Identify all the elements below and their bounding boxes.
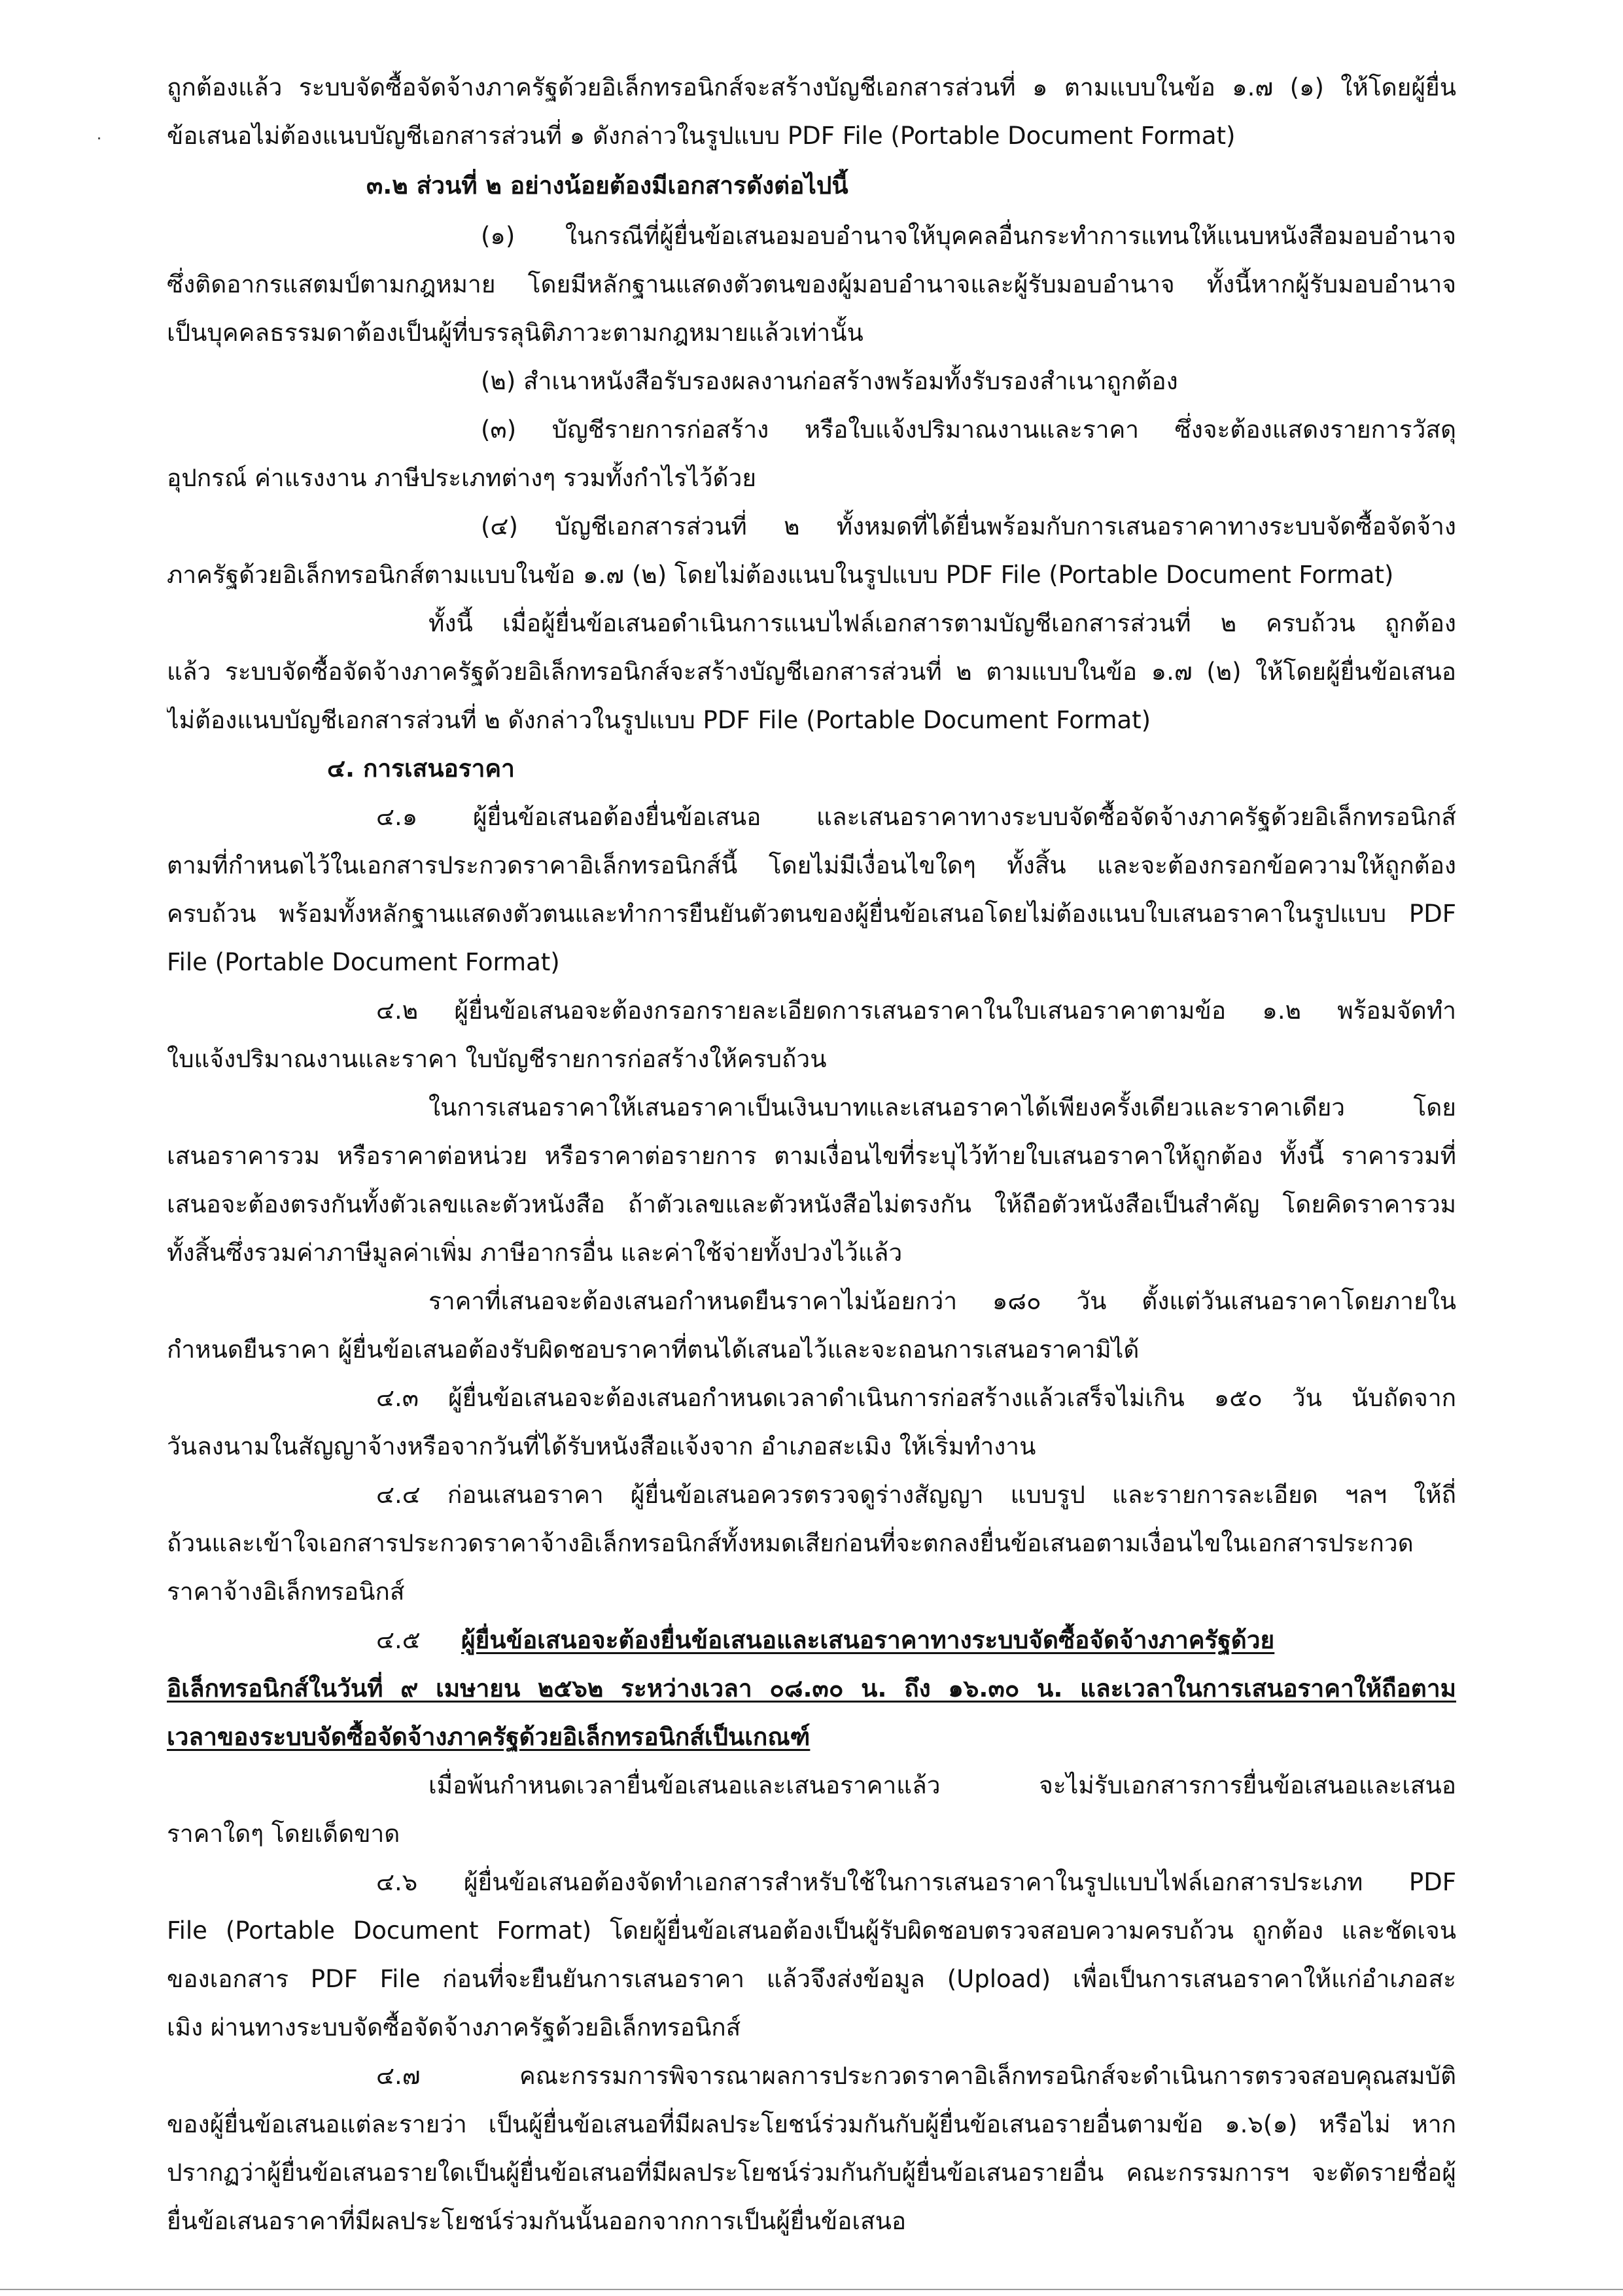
text-line: เสนอราคารวม หรือราคาต่อหน่วย หรือราคาต่อรายการ ตามเงื่อนไขที่ระบุไว้ท้ายใบเสนอราคาให้ถูกต้อง ทั้งนี้ ราคารวมที่ bbox=[167, 1142, 1456, 1170]
text-line: ทั้งนี้ เมื่อผู้ยื่นข้อเสนอดำเนินการแนบไฟล์เอกสารตามบัญชีเอกสารส่วนที่ ๒ ครบถ้วน ถูกต้อง bbox=[428, 609, 1456, 637]
underlined-text-line: เวลาของระบบจัดซื้อจัดจ้างภาครัฐด้วยอิเล็กทรอนิกส์เป็นเกณฑ์ bbox=[167, 1723, 811, 1751]
text-line: ราคาจ้างอิเล็กทรอนิกส์ bbox=[167, 1578, 405, 1606]
text-line: ปรากฏว่าผู้ยื่นข้อเสนอรายใดเป็นผู้ยื่นข้อเสนอที่มีผลประโยชน์ร่วมกันกับผู้ยื่นข้อเสนอรายอื่น คณะกรรมการฯ จะตัดรายชื่อผู้ bbox=[167, 2159, 1456, 2187]
text-line: ข้อเสนอไม่ต้องแนบบัญชีเอกสารส่วนที่ ๑ ดังกล่าวในรูปแบบ PDF File (Portable Document Format) bbox=[167, 122, 1236, 150]
text-line: ราคาที่เสนอจะต้องเสนอกำหนดยืนราคาไม่น้อยกว่า ๑๘๐ วัน ตั้งแต่วันเสนอราคาโดยภายใน bbox=[428, 1287, 1456, 1315]
scan-speck bbox=[98, 137, 100, 139]
text-line: (๒) สำเนาหนังสือรับรองผลงานก่อสร้างพร้อมทั้งรับรองสำเนาถูกต้อง bbox=[481, 367, 1178, 395]
text-line: อุปกรณ์ ค่าแรงงาน ภาษีประเภทต่างๆ รวมทั้งกำไรไว้ด้วย bbox=[167, 464, 757, 492]
text-line: แล้ว ระบบจัดซื้อจัดจ้างภาครัฐด้วยอิเล็กทรอนิกส์จะสร้างบัญชีเอกสารส่วนที่ ๒ ตามแบบในข้อ ๑.๗ (๒) ให้โดยผู้ยื่นข้อเสนอ bbox=[167, 658, 1456, 686]
scan-bottom-edge bbox=[0, 2289, 1623, 2290]
text-line: ถูกต้องแล้ว ระบบจัดซื้อจัดจ้างภาครัฐด้วยอิเล็กทรอนิกส์จะสร้างบัญชีเอกสารส่วนที่ ๑ ตามแบบในข้อ ๑.๗ (๑) ให้โดยผู้ยื่น bbox=[167, 73, 1456, 101]
section-heading-4: ๔. การเสนอราคา bbox=[327, 754, 515, 783]
text-line: File (Portable Document Format) โดยผู้ยื่นข้อเสนอต้องเป็นผู้รับผิดชอบตรวจสอบความครบถ้วน ถูกต้อง และชัดเจน bbox=[167, 1916, 1456, 1945]
text-line: File (Portable Document Format) bbox=[167, 948, 560, 976]
text-line: ภาครัฐด้วยอิเล็กทรอนิกส์ตามแบบในข้อ ๑.๗ (๒) โดยไม่ต้องแนบในรูปแบบ PDF File (Portable Document Format) bbox=[167, 561, 1394, 589]
text-line: ไม่ต้องแนบบัญชีเอกสารส่วนที่ ๒ ดังกล่าวในรูปแบบ PDF File (Portable Document Format) bbox=[167, 706, 1151, 734]
text-line: ๔.๓ ผู้ยื่นข้อเสนอจะต้องเสนอกำหนดเวลาดำเนินการก่อสร้างแล้วเสร็จไม่เกิน ๑๕๐ วัน นับถัดจาก bbox=[376, 1384, 1456, 1412]
text-line: ครบถ้วน พร้อมทั้งหลักฐานแสดงตัวตนและทำการยืนยันตัวตนของผู้ยื่นข้อเสนอโดยไม่ต้องแนบใบเสนอราคาในรูปแบบ PDF bbox=[167, 900, 1456, 928]
text-line: ๔.๖ ผู้ยื่นข้อเสนอต้องจัดทำเอกสารสำหรับใช้ในการเสนอราคาในรูปแบบไฟล์เอกสารประเภท PDF bbox=[376, 1868, 1456, 1896]
text-line: วันลงนามในสัญญาจ้างหรือจากวันที่ได้รับหนังสือแจ้งจาก อำเภอสะเมิง ให้เริ่มทำงาน bbox=[167, 1432, 1036, 1460]
text-line: ของผู้ยื่นข้อเสนอแต่ละรายว่า เป็นผู้ยื่นข้อเสนอที่มีผลประโยชน์ร่วมกันกับผู้ยื่นข้อเสนอรายอื่นตามข้อ ๑.๖(๑) หรือไม่ หาก bbox=[167, 2110, 1456, 2138]
underlined-text-line: อิเล็กทรอนิกส์ในวันที่ ๙ เมษายน ๒๕๖๒ ระหว่างเวลา ๐๘.๓๐ น. ถึง ๑๖.๓๐ น. และเวลาในการเสนอราคาให้ถือตาม bbox=[167, 1674, 1456, 1703]
text-line: ๔.๑ ผู้ยื่นข้อเสนอต้องยื่นข้อเสนอ และเสนอราคาทางระบบจัดซื้อจัดจ้างภาครัฐด้วยอิเล็กทรอนิกส์ bbox=[376, 803, 1456, 831]
text-line: (๑) ในกรณีที่ผู้ยื่นข้อเสนอมอบอำนาจให้บุคคลอื่นกระทำการแทนให้แนบหนังสือมอบอำนาจ bbox=[481, 222, 1456, 250]
section-heading-3-2: ๓.๒ ส่วนที่ ๒ อย่างน้อยต้องมีเอกสารดังต่อไปนี้ bbox=[366, 171, 848, 200]
clause-number-4-5: ๔.๕ bbox=[376, 1626, 421, 1654]
text-line: ซึ่งติดอากรแสตมป์ตามกฎหมาย โดยมีหลักฐานแสดงตัวตนของผู้มอบอำนาจและผู้รับมอบอำนาจ ทั้งนี้หากผู้รับมอบอำนาจ bbox=[167, 270, 1456, 298]
text-line: (๓) บัญชีรายการก่อสร้าง หรือใบแจ้งปริมาณงานและราคา ซึ่งจะต้องแสดงรายการวัสดุ bbox=[481, 415, 1456, 444]
underlined-text-line: ผู้ยื่นข้อเสนอจะต้องยื่นข้อเสนอและเสนอราคาทางระบบจัดซื้อจัดจ้างภาครัฐด้วย bbox=[461, 1626, 1275, 1654]
text-line: เป็นบุคคลธรรมดาต้องเป็นผู้ที่บรรลุนิติภาวะตามกฎหมายแล้วเท่านั้น bbox=[167, 319, 864, 347]
text-line: ทั้งสิ้นซึ่งรวมค่าภาษีมูลค่าเพิ่ม ภาษีอากรอื่น และค่าใช้จ่ายทั้งปวงไว้แล้ว bbox=[167, 1239, 903, 1267]
text-line: เสนอจะต้องตรงกันทั้งตัวเลขและตัวหนังสือ ถ้าตัวเลขและตัวหนังสือไม่ตรงกัน ให้ถือตัวหนังสือเป็นสำคัญ โดยคิดราคารวม bbox=[167, 1190, 1456, 1218]
text-line: ๔.๔ ก่อนเสนอราคา ผู้ยื่นข้อเสนอควรตรวจดูร่างสัญญา แบบรูป และรายการละเอียด ฯลฯ ให้ถี่ bbox=[376, 1481, 1456, 1509]
text-line: เมิง ผ่านทางระบบจัดซื้อจัดจ้างภาครัฐด้วยอิเล็กทรอนิกส์ bbox=[167, 2013, 741, 2041]
text-line: ในการเสนอราคาให้เสนอราคาเป็นเงินบาทและเสนอราคาได้เพียงครั้งเดียวและราคาเดียว โดย bbox=[428, 1093, 1456, 1122]
text-line: ยื่นข้อเสนอราคาที่มีผลประโยชน์ร่วมกันนั้นออกจากการเป็นผู้ยื่นข้อเสนอ bbox=[167, 2207, 907, 2235]
text-line: ๔.๒ ผู้ยื่นข้อเสนอจะต้องกรอกรายละเอียดการเสนอราคาในใบเสนอราคาตามข้อ ๑.๒ พร้อมจัดทำ bbox=[376, 997, 1456, 1025]
text-line: ๔.๗ คณะกรรมการพิจารณาผลการประกวดราคาอิเล็กทรอนิกส์จะดำเนินการตรวจสอบคุณสมบัติ bbox=[376, 2062, 1456, 2090]
text-line: กำหนดยืนราคา ผู้ยื่นข้อเสนอต้องรับผิดชอบราคาที่ตนได้เสนอไว้และจะถอนการเสนอราคามิได้ bbox=[167, 1335, 1140, 1364]
text-line: ราคาใดๆ โดยเด็ดขาด bbox=[167, 1820, 400, 1848]
text-line: ของเอกสาร PDF File ก่อนที่จะยืนยันการเสนอราคา แล้วจึงส่งข้อมูล (Upload) เพื่อเป็นการเสนอราคาให้แก่อำเภอสะ bbox=[167, 1965, 1456, 1993]
text-line: ใบแจ้งปริมาณงานและราคา ใบบัญชีรายการก่อสร้างให้ครบถ้วน bbox=[167, 1045, 827, 1073]
text-line: (๔) บัญชีเอกสารส่วนที่ ๒ ทั้งหมดที่ได้ยื่นพร้อมกับการเสนอราคาทางระบบจัดซื้อจัดจ้าง bbox=[481, 512, 1456, 540]
text-line: ตามที่กำหนดไว้ในเอกสารประกวดราคาอิเล็กทรอนิกส์นี้ โดยไม่มีเงื่อนไขใดๆ ทั้งสิ้น และจะต้องกรอกข้อความให้ถูกต้อง bbox=[167, 851, 1456, 879]
text-line: ถ้วนและเข้าใจเอกสารประกวดราคาจ้างอิเล็กทรอนิกส์ทั้งหมดเสียก่อนที่จะตกลงยื่นข้อเสนอตามเงื่อนไขในเอกสารประกวด bbox=[167, 1529, 1414, 1557]
text-line: เมื่อพ้นกำหนดเวลายื่นข้อเสนอและเสนอราคาแล้ว จะไม่รับเอกสารการยื่นข้อเสนอและเสนอ bbox=[428, 1771, 1456, 1799]
